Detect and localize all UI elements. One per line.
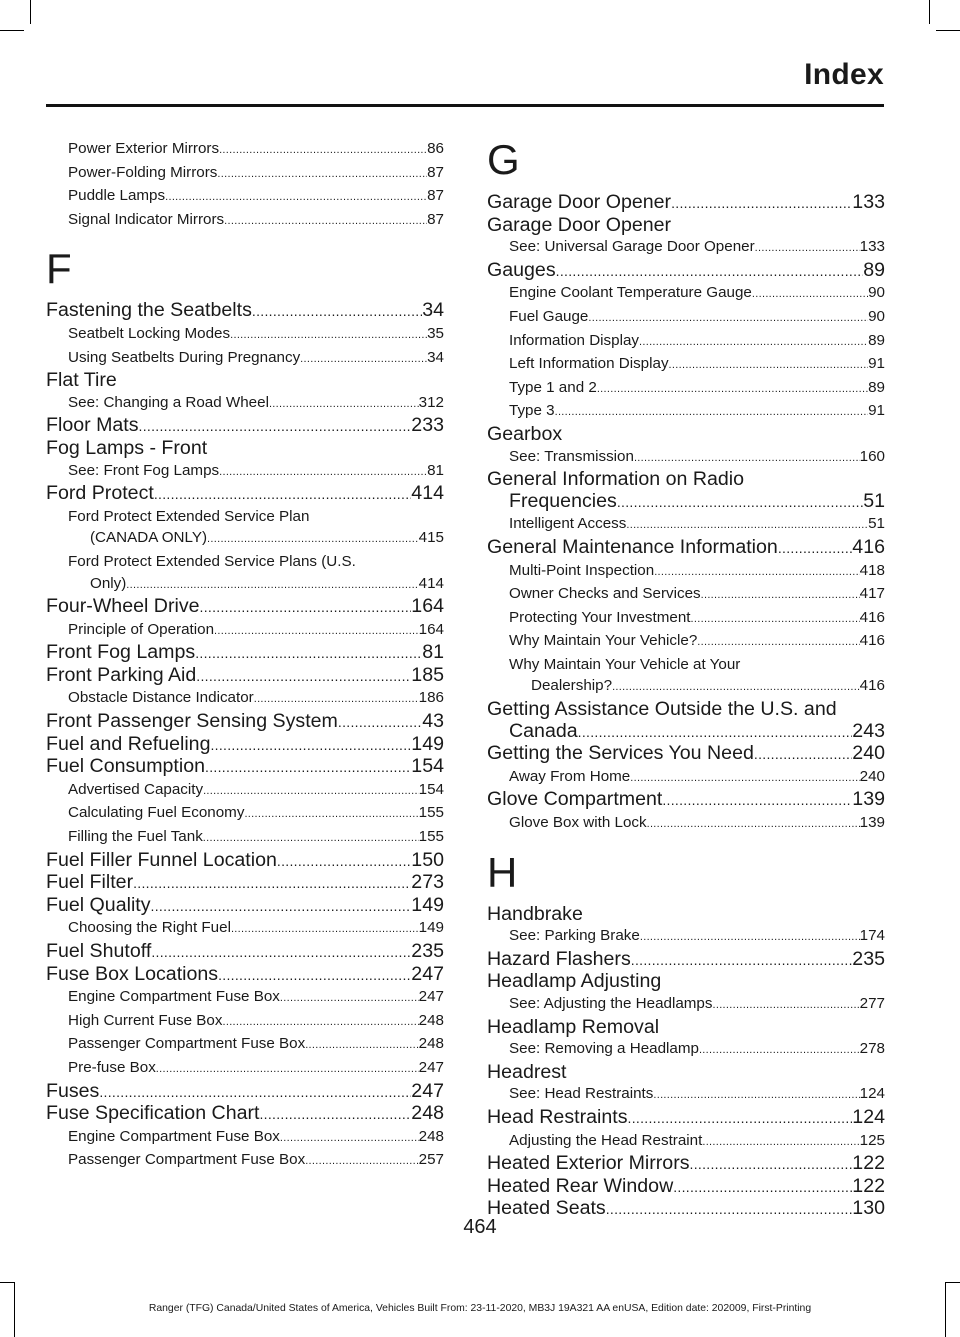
index-entry[interactable]: Heated Rear Window ..... 122 (487, 1176, 885, 1199)
index-subentry[interactable]: Filling the Fuel Tank ..... 155 (68, 826, 444, 850)
index-subentry[interactable]: Engine Compartment Fuse Box ..... 247 (68, 986, 444, 1010)
index-entry[interactable]: Ford Protect ..... 414 (46, 483, 444, 506)
index-subentry[interactable]: Pre-fuse Box ..... 247 (68, 1057, 444, 1081)
index-subentry[interactable]: Passenger Compartment Fuse Box ..... 248 (68, 1033, 444, 1057)
index-subentry[interactable]: Passenger Compartment Fuse Box ..... 257 (68, 1149, 444, 1173)
index-heading: Headlamp Adjusting (487, 970, 662, 993)
index-heading: Fog Lamps - Front (46, 436, 208, 459)
index-subentry[interactable]: Calculating Fuel Economy ..... 155 (68, 802, 444, 826)
index-see-reference[interactable]: See: Removing a Headlamp ..... 278 (509, 1038, 885, 1062)
index-subentry[interactable]: Left Information Display ..... 91 (509, 353, 885, 377)
index-subentry[interactable]: Power Exterior Mirrors ..... 86 (68, 138, 444, 162)
index-column-left (46, 138, 444, 1173)
index-subentry[interactable]: Adjusting the Head Restraint ..... 125 (509, 1130, 885, 1154)
index-subentry[interactable]: Type 3 ..... 91 (509, 400, 885, 424)
page-number: 464 (463, 1216, 497, 1238)
index-entry[interactable]: Fuel Filter ..... 273 (46, 872, 444, 895)
index-entry[interactable]: General Information on Radio Frequencies ..... 51 (487, 469, 885, 513)
index-see-reference[interactable]: See: Universal Garage Door Opener ..... 133 (509, 236, 885, 260)
index-subentry[interactable]: Power-Folding Mirrors ..... 87 (68, 162, 444, 186)
index-subentry[interactable]: Multi-Point Inspection ..... 418 (509, 560, 885, 584)
index-subentry[interactable]: Ford Protect Extended Service Plan (CANADA ONLY) ..... 415 (68, 506, 444, 551)
index-subentry[interactable]: Advertised Capacity ..... 154 (68, 779, 444, 803)
index-subentry[interactable]: Puddle Lamps ..... 87 (68, 185, 444, 209)
index-subentry[interactable]: Why Maintain Your Vehicle at Your Dealership? ..... 416 (509, 654, 885, 699)
index-entry[interactable]: Front Passenger Sensing System ..... 43 (46, 711, 444, 734)
index-entry[interactable]: Getting Assistance Outside the U.S. and Canada ..... 243 (487, 699, 885, 743)
index-see-reference[interactable]: See: Head Restraints ..... 124 (509, 1083, 885, 1107)
index-entry[interactable]: Garage Door Opener ..... 133 (487, 192, 885, 215)
header-divider (46, 104, 884, 107)
index-heading: Gearbox (487, 422, 563, 445)
index-entry[interactable]: Fuse Box Locations ..... 247 (46, 964, 444, 987)
crop-mark (946, 1282, 960, 1283)
index-entry[interactable]: Fuse Specification Chart ..... 248 (46, 1103, 444, 1126)
index-subentry[interactable]: Choosing the Right Fuel ..... 149 (68, 917, 444, 941)
index-entry[interactable]: Fuel Consumption ..... 154 (46, 756, 444, 779)
index-subentry[interactable]: Information Display ..... 89 (509, 330, 885, 354)
index-subentry[interactable]: High Current Fuse Box ..... 248 (68, 1010, 444, 1034)
index-entry[interactable]: Fuel Quality ..... 149 (46, 895, 444, 918)
section-letter-h: H (487, 848, 518, 896)
index-subentry[interactable]: Seatbelt Locking Modes ..... 35 (68, 323, 444, 347)
crop-mark (0, 1282, 14, 1283)
index-entry[interactable]: Fuel and Refueling ..... 149 (46, 734, 444, 757)
crop-mark (30, 0, 31, 24)
index-subentry[interactable]: Obstacle Distance Indicator ..... 186 (68, 687, 444, 711)
index-subentry[interactable]: Ford Protect Extended Service Plans (U.S. Only) ..... 414 (68, 551, 444, 596)
index-subentry[interactable]: Type 1 and 2 ..... 89 (509, 377, 885, 401)
index-see-reference[interactable]: See: Parking Brake ..... 174 (509, 925, 885, 949)
index-heading: Flat Tire (46, 369, 117, 392)
index-subentry[interactable]: Engine Coolant Temperature Gauge ..... 90 (509, 282, 885, 306)
section-letter-g: G (487, 136, 520, 183)
index-subentry[interactable]: Glove Box with Lock ..... 139 (509, 812, 885, 836)
index-see-reference[interactable]: See: Adjusting the Headlamps ..... 277 (509, 993, 885, 1017)
index-entry[interactable]: Gauges ..... 89 (487, 260, 885, 283)
index-entry[interactable]: Glove Compartment ..... 139 (487, 789, 885, 812)
crop-mark (0, 30, 24, 31)
index-entry[interactable]: Fuses ..... 247 (46, 1081, 444, 1104)
index-entry[interactable]: Head Restraints ..... 124 (487, 1107, 885, 1130)
crop-mark (936, 30, 960, 31)
index-subentry[interactable]: Protecting Your Investment ..... 416 (509, 607, 885, 631)
index-subentry[interactable]: Why Maintain Your Vehicle? ..... 416 (509, 630, 885, 654)
page-title: Index (804, 58, 884, 91)
index-entry[interactable]: Getting the Services You Need ..... 240 (487, 743, 885, 766)
index-see-reference[interactable]: See: Front Fog Lamps ..... 81 (68, 460, 444, 484)
footer-text: Ranger (TFG) Canada/United States of America, Vehicles Built From: 23-11-2020, MB3J 19A321 AA enUSA, Edition date: 202009, First-Printing (148, 1303, 812, 1314)
index-heading: Handbrake (487, 902, 583, 925)
crop-mark (929, 0, 930, 24)
index-entry[interactable]: Fuel Filler Funnel Location ..... 150 (46, 850, 444, 873)
index-subentry[interactable]: Using Seatbelts During Pregnancy ..... 34 (68, 347, 444, 371)
index-entry[interactable]: General Maintenance Information ..... 416 (487, 537, 885, 560)
index-subentry[interactable]: Engine Compartment Fuse Box ..... 248 (68, 1126, 444, 1150)
index-heading: Headrest (487, 1060, 567, 1083)
index-entry[interactable]: Fuel Shutoff ..... 235 (46, 941, 444, 964)
index-heading: Garage Door Opener (487, 213, 672, 236)
index-entry[interactable]: Heated Seats ..... 130 (487, 1198, 885, 1221)
index-entry[interactable]: Front Parking Aid ..... 185 (46, 665, 444, 688)
index-subentry[interactable]: Signal Indicator Mirrors ..... 87 (68, 209, 444, 233)
index-entry[interactable]: Fastening the Seatbelts ..... 34 (46, 300, 444, 323)
index-subentry[interactable]: Principle of Operation ..... 164 (68, 619, 444, 643)
index-subentry[interactable]: Away From Home ..... 240 (509, 766, 885, 790)
index-subentry[interactable]: Owner Checks and Services ..... 417 (509, 583, 885, 607)
index-heading: Headlamp Removal (487, 1015, 660, 1038)
index-entry[interactable]: Front Fog Lamps ..... 81 (46, 642, 444, 665)
index-subentry[interactable]: Intelligent Access ..... 51 (509, 513, 885, 537)
section-letter-f: F (46, 245, 72, 293)
index-see-reference[interactable]: See: Transmission ..... 160 (509, 446, 885, 470)
index-entry[interactable]: Floor Mats ..... 233 (46, 415, 444, 438)
index-entry[interactable]: Four-Wheel Drive ..... 164 (46, 596, 444, 619)
index-entry[interactable]: Heated Exterior Mirrors ..... 122 (487, 1153, 885, 1176)
index-see-reference[interactable]: See: Changing a Road Wheel ..... 312 (68, 392, 444, 416)
index-entry[interactable]: Hazard Flashers ..... 235 (487, 949, 885, 972)
index-subentry[interactable]: Fuel Gauge ..... 90 (509, 306, 885, 330)
index-column-right (487, 138, 885, 1221)
